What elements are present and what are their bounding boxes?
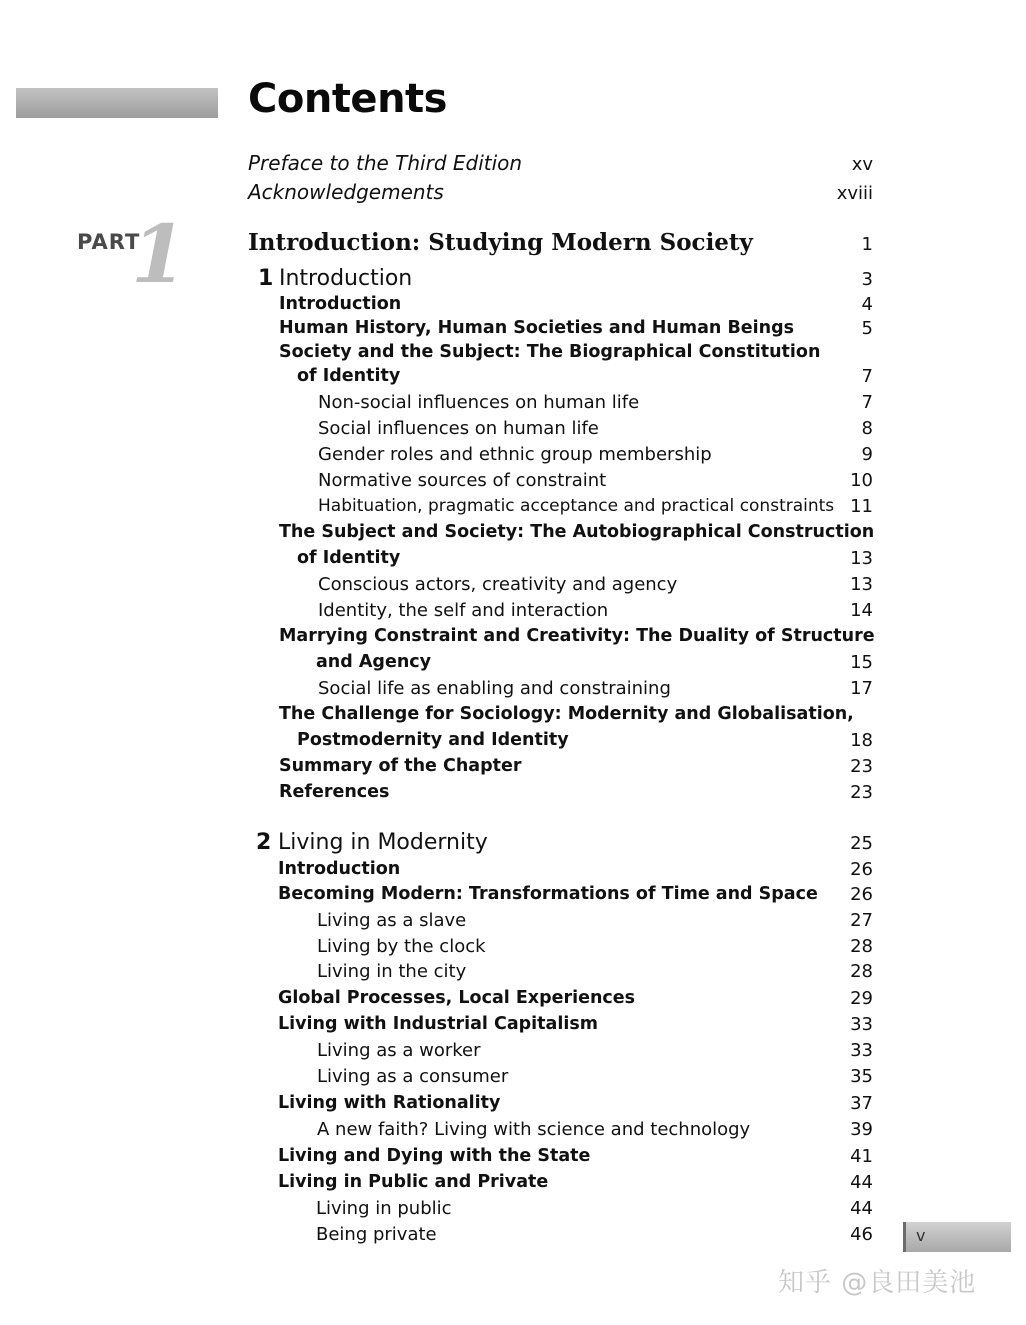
toc-entry-page: 14	[850, 600, 873, 621]
toc-entry-title: Living in public	[316, 1198, 452, 1219]
toc-entry-title: Living as a slave	[317, 910, 467, 931]
toc-entry-page: 39	[850, 1119, 873, 1140]
toc-entry-page: 46	[850, 1224, 873, 1245]
part-number: 1	[131, 207, 187, 301]
toc-entry-page: 25	[850, 833, 873, 854]
page-number: v	[916, 1226, 926, 1245]
toc-entry-page: 29	[850, 988, 873, 1009]
toc-entry-title: Human History, Human Societies and Human Beings	[279, 318, 795, 338]
toc-entry-title: Living in the city	[317, 961, 467, 982]
toc-entry-title: Introduction	[279, 294, 402, 314]
toc-entry-title: Social life as enabling and constraining	[318, 678, 671, 699]
toc-entry-title: Being private	[316, 1224, 437, 1245]
toc-entry-page: 10	[850, 470, 873, 491]
toc-entry-title: Postmodernity and Identity	[297, 730, 569, 750]
toc-entry-page: 17	[850, 678, 873, 699]
toc-entry-title: Non-social influences on human life	[318, 392, 640, 413]
toc-entry-page: 33	[850, 1040, 873, 1061]
toc-entry-title: of Identity	[297, 548, 401, 568]
toc-entry-page: 33	[850, 1014, 873, 1035]
toc-entry-page: 23	[850, 782, 873, 803]
toc-entry-page: 8	[861, 418, 873, 439]
toc-entry-page: 26	[850, 884, 873, 905]
toc-entry-title: Global Processes, Local Experiences	[278, 988, 636, 1008]
toc-entry-title: Social influences on human life	[318, 418, 599, 439]
toc-entry-page: 3	[861, 269, 873, 290]
toc-part-title-text: Introduction: Studying Modern Society	[248, 229, 753, 256]
toc-entry-page: 15	[850, 652, 873, 673]
toc-entry-page: 44	[850, 1198, 873, 1219]
toc-entry-title: of Identity	[297, 366, 401, 386]
toc-entry-page: 7	[861, 366, 873, 387]
toc-entry-page: 11	[850, 496, 873, 517]
toc-entry-title: The Subject and Society: The Autobiographical Construction	[279, 522, 875, 542]
toc-entry-title: Gender roles and ethnic group membership	[318, 444, 712, 465]
toc-entry-title: Society and the Subject: The Biographical Constitution	[279, 342, 821, 362]
toc-entry-page: 4	[861, 294, 873, 315]
toc-entry-page: 27	[850, 910, 873, 931]
toc-entry-title: Living and Dying with the State	[278, 1146, 591, 1166]
toc-entry-page: xviii	[836, 183, 873, 204]
toc-entry-page: 9	[861, 444, 873, 465]
toc-entry-title: and Agency	[316, 652, 432, 672]
toc-entry-page: 35	[850, 1066, 873, 1087]
toc-entry-title: Acknowledgements	[248, 180, 444, 204]
toc-entry-title: Marrying Constraint and Creativity: The Duality of Structure	[279, 626, 875, 646]
toc-entry-page: 13	[850, 574, 873, 595]
toc-entry-title: References	[279, 782, 390, 802]
toc-entry-title: Living as a worker	[317, 1040, 481, 1061]
toc-entry-page: 41	[850, 1146, 873, 1167]
toc-entry-page: 28	[850, 936, 873, 957]
toc-entry-title: Conscious actors, creativity and agency	[318, 574, 678, 595]
part-label: PART	[77, 230, 141, 254]
toc-entry-title: A new faith? Living with science and technology	[317, 1119, 751, 1140]
toc-entry-page: 26	[850, 859, 873, 880]
toc-entry-title: Summary of the Chapter	[279, 756, 522, 776]
watermark-text: 知乎 @良田美池	[778, 1268, 977, 1298]
toc-entry-page: 23	[850, 756, 873, 777]
chapter-number: 2	[256, 830, 272, 855]
toc-entry-title: Living with Rationality	[278, 1093, 501, 1113]
toc-entry-page: 37	[850, 1093, 873, 1114]
chapter-title: Introduction	[279, 266, 413, 291]
toc-entry-title: Preface to the Third Edition	[248, 151, 523, 175]
toc-entry-title: Introduction	[278, 859, 401, 879]
toc-entry-page: xv	[851, 154, 873, 175]
toc-entry-page: 18	[850, 730, 873, 751]
toc-entry-title: Living with Industrial Capitalism	[278, 1014, 598, 1034]
toc-entry-page: 1	[861, 234, 873, 255]
toc-entry-title: Normative sources of constraint	[318, 470, 607, 491]
toc-entry-page: 7	[861, 392, 873, 413]
toc-entry-page: 13	[850, 548, 873, 569]
header-grey-bar	[16, 88, 218, 118]
toc-entry-title: The Challenge for Sociology: Modernity and Globalisation,	[279, 704, 854, 724]
toc-entry-title: Becoming Modern: Transformations of Time and Space	[278, 884, 818, 904]
toc-entry-page: 5	[861, 318, 873, 339]
toc-entry-title: Habituation, pragmatic acceptance and practical constraints	[318, 496, 835, 516]
toc-entry-title: Living in Public and Private	[278, 1172, 549, 1192]
toc-entry-page: 44	[850, 1172, 873, 1193]
page-number-tab	[903, 1222, 1011, 1252]
toc-entry-title: Living as a consumer	[317, 1066, 509, 1087]
toc-entry-page: 28	[850, 961, 873, 982]
chapter-title: Living in Modernity	[278, 830, 488, 855]
page-title: Contents	[248, 76, 447, 122]
chapter-number: 1	[258, 266, 274, 291]
toc-entry-title: Identity, the self and interaction	[318, 600, 609, 621]
toc-entry-title: Living by the clock	[317, 936, 486, 957]
